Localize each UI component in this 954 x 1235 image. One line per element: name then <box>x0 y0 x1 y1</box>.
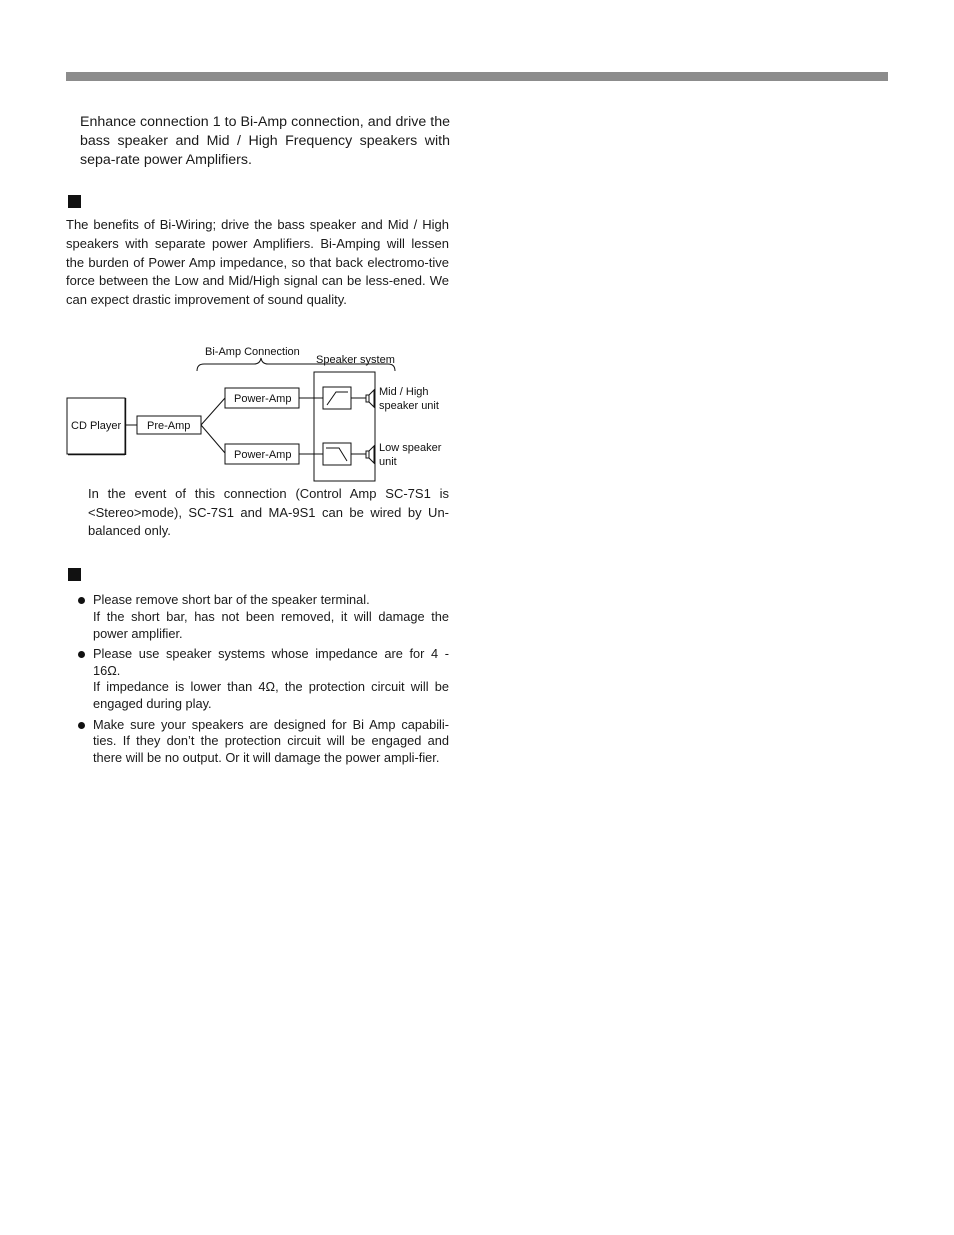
mid-high-label-2: speaker unit <box>379 400 439 412</box>
mid-high-label-1: Mid / High <box>379 386 429 398</box>
mid-high-speaker-icon <box>366 390 374 407</box>
caution-text: Make sure your speakers are designed for Bi Amp capabili-ties. If they don’t the protection circuit will be engaged and there will be no output. Or it will damage the power ampli-fier. <box>93 716 449 766</box>
power-amp-bottom-label: Power-Amp <box>234 449 292 461</box>
intro-paragraph: Enhance connection 1 to Bi-Amp connection, and drive the bass speaker and Mid / High Frequency speakers with sepa-rate power Amplifiers. <box>80 114 450 168</box>
low-label-1: Low speaker <box>379 442 442 454</box>
bi-amp-label: Bi-Amp Connection <box>205 346 300 358</box>
list-item <box>78 717 449 767</box>
low-speaker-icon <box>366 446 374 463</box>
bullet-icon <box>78 722 85 729</box>
power-amp-top-label: Power-Amp <box>234 393 292 405</box>
caution-detail: If impedance is lower than 4Ω, the protection circuit will be engaged during play. <box>93 679 449 712</box>
caution-text: Please remove short bar of the speaker terminal. <box>93 592 370 607</box>
bullet-icon <box>78 651 85 658</box>
list-item <box>78 592 449 642</box>
low-pass-filter <box>323 443 351 465</box>
connection-note: In the event of this connection (Control Amp SC-7S1 is <Stereo>mode), SC-7S1 and MA-9S1 can be wired by Un-balanced only. <box>88 486 449 538</box>
cd-player-label: CD Player <box>71 420 122 432</box>
caution-detail: If the short bar, has not been removed, it will damage the power amplifier. <box>93 608 449 641</box>
benefits-paragraph: The benefits of Bi-Wiring; drive the bass speaker and Mid / High speakers with separate power Amplifiers. Bi-Amping will lessen the burden of Power Amp impedance, so that back electromo-tive force between the Low and Mid/High signal can be less-ened. We can expect drastic improvement of sound quality. <box>66 217 449 308</box>
high-pass-filter <box>323 387 351 409</box>
caution-text: Please use speaker systems whose impedance are for 4 - 16Ω. <box>93 645 449 678</box>
speaker-system-label: Speaker system <box>316 354 395 366</box>
header-bar <box>66 72 888 81</box>
section-marker-cautions <box>68 568 81 581</box>
pre-amp-label: Pre-Amp <box>147 420 191 432</box>
caution-list <box>78 592 449 770</box>
low-label-2: unit <box>379 456 397 468</box>
section-marker-benefits <box>68 195 81 208</box>
list-item <box>78 646 449 713</box>
bi-amp-diagram <box>60 335 460 485</box>
bullet-icon <box>78 597 85 604</box>
